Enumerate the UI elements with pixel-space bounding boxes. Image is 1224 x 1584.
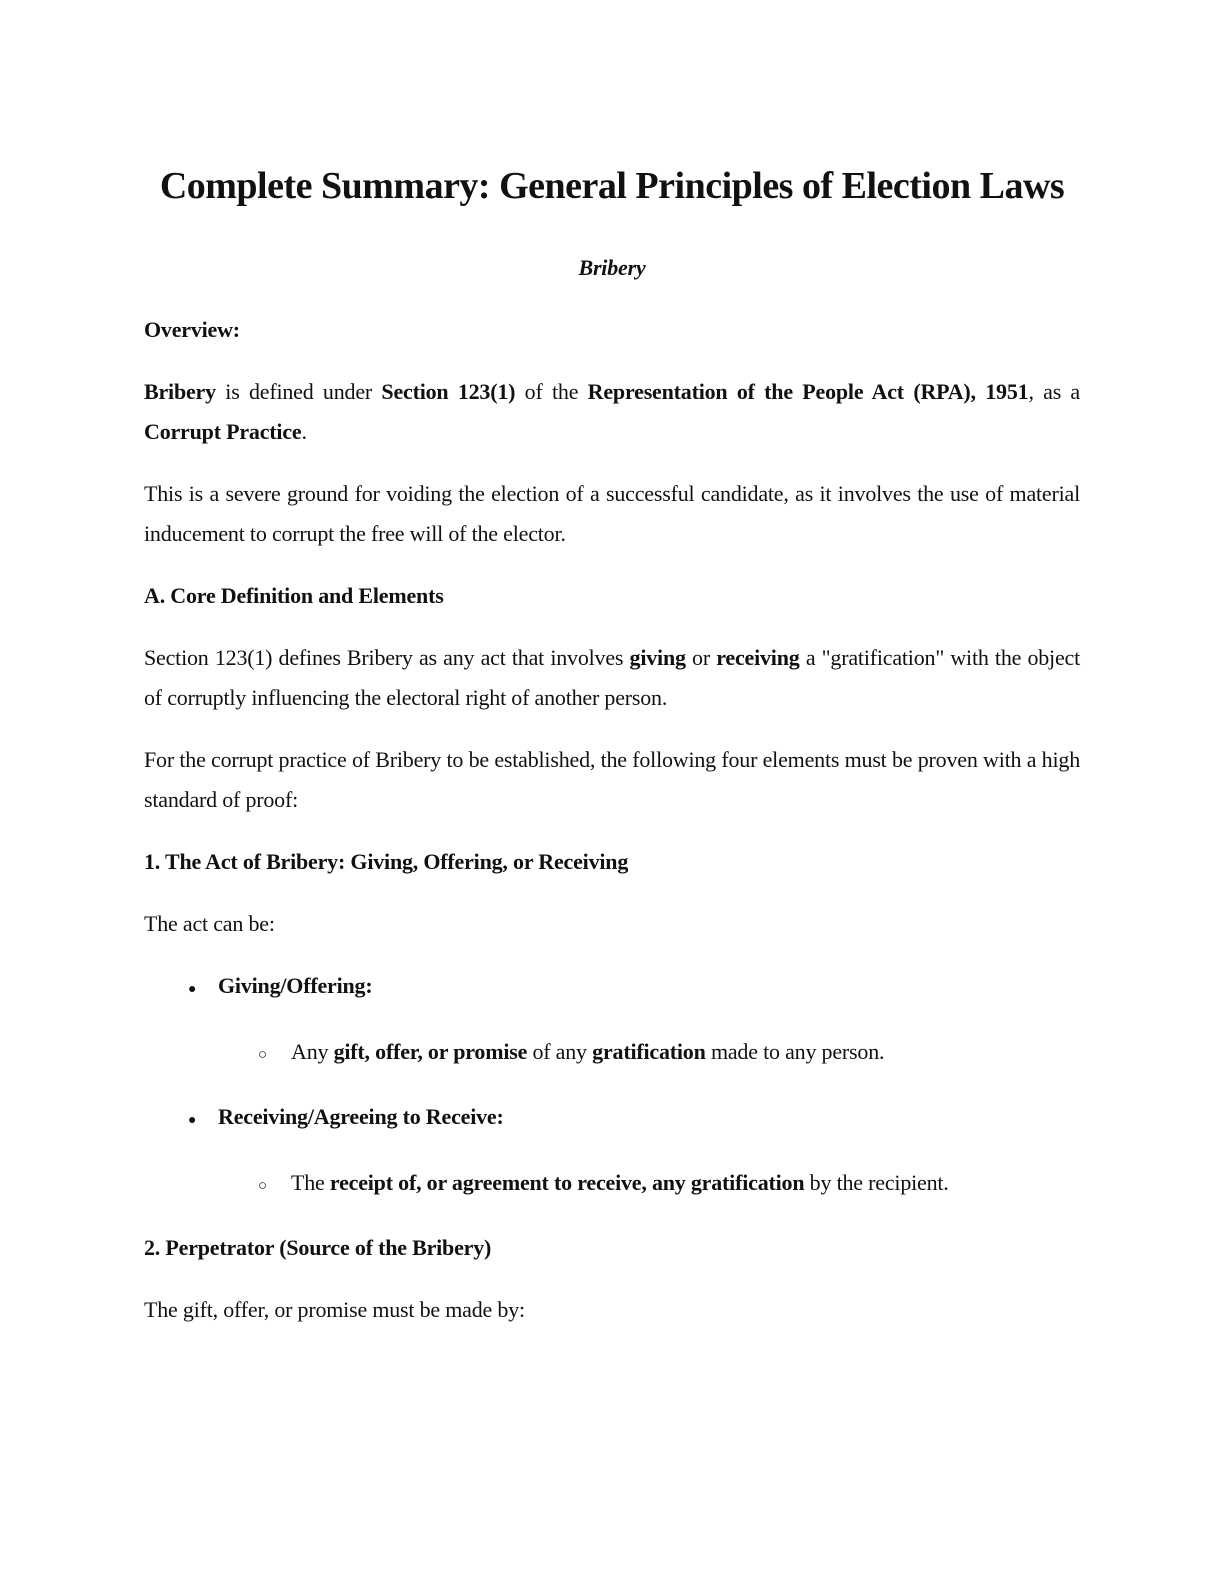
bullet-giving-offering-label: Giving/Offering: — [218, 973, 373, 998]
sub-bullet-receiving-detail — [144, 1163, 1080, 1206]
sub-bullet-giving-detail-text: Any gift, offer, or promise of any gratification made to any person. — [291, 1039, 885, 1064]
heading-overview: Overview: — [144, 317, 240, 342]
heading-act-of-bribery: 1. The Act of Bribery: Giving, Offering, or Receiving — [144, 849, 629, 874]
paragraph-severe-ground: This is a severe ground for voiding the election of a successful candidate, as it involves the use of material inducement to corrupt the free will of the elector. — [144, 481, 1080, 546]
document-title: Complete Summary: General Principles of Election Laws — [159, 165, 1065, 207]
document-subtitle: Bribery — [578, 255, 646, 280]
sub-bullet-receiving-detail-text: The receipt of, or agreement to receive, any gratification by the recipient. — [291, 1170, 949, 1195]
sub-bullet-giving-detail — [144, 1032, 1080, 1075]
bullet-giving-offering — [144, 966, 1080, 1010]
paragraph-made-by: The gift, offer, or promise must be made by: — [144, 1297, 525, 1322]
bullet-circle-icon: ○ — [258, 1047, 267, 1063]
heading-perpetrator: 2. Perpetrator (Source of the Bribery) — [144, 1235, 492, 1260]
bullet-receiving — [144, 1097, 1080, 1141]
paragraph-four-elements: For the corrupt practice of Bribery to be established, the following four elements must be proven with a high standard of proof: — [144, 747, 1080, 812]
paragraph-act-can-be: The act can be: — [144, 911, 275, 936]
paragraph-bribery-definition: Bribery is defined under Section 123(1) of the Representation of the People Act (RPA), 1951, as a Corrupt Practice. — [144, 379, 1081, 444]
heading-core-definition: A. Core Definition and Elements — [144, 583, 444, 608]
bullet-disc-icon: ● — [188, 1113, 197, 1128]
bullet-disc-icon: ● — [188, 982, 197, 997]
bullet-receiving-label: Receiving/Agreeing to Receive: — [218, 1104, 504, 1129]
bullet-circle-icon: ○ — [258, 1178, 267, 1194]
paragraph-section-123-defines: Section 123(1) defines Bribery as any act that involves giving or receiving a "gratification" with the object of corruptly influencing the electoral right of another person. — [144, 645, 1080, 710]
